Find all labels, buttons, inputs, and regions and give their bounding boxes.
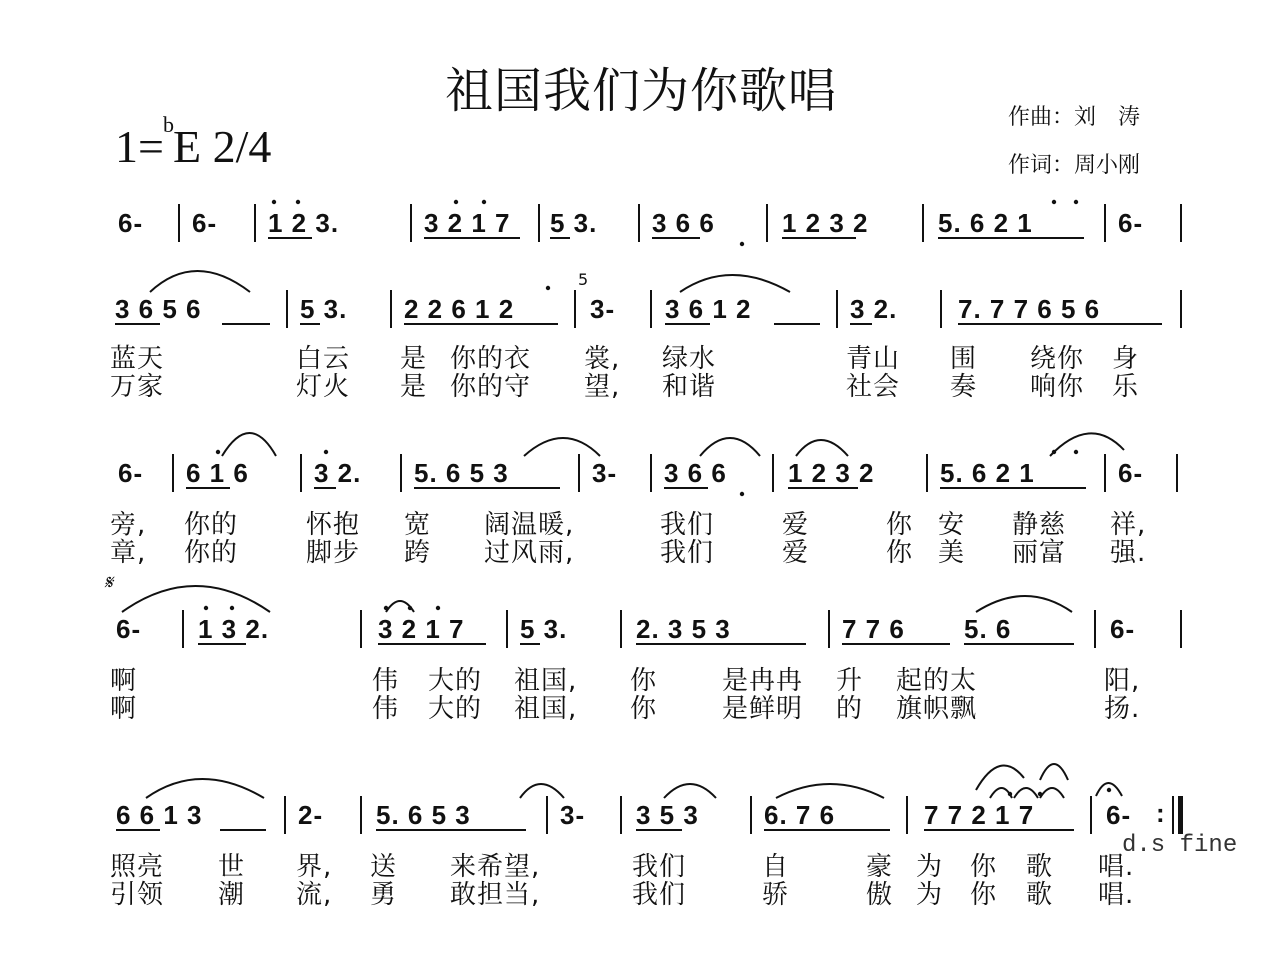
bar-line: [360, 796, 362, 834]
measure: 5. 6 5 3: [414, 458, 509, 488]
bar-line: [546, 796, 548, 834]
flat-mark: b: [163, 112, 174, 137]
lyric: 起的太: [896, 666, 978, 696]
bar-line: [1180, 204, 1182, 242]
octave-dot: [296, 200, 300, 204]
bar-line: [182, 610, 184, 648]
slur: [990, 788, 1012, 798]
lyric: 绿水: [662, 344, 717, 374]
octave-dot: [454, 200, 458, 204]
octave-dot: [324, 450, 328, 454]
measure: 3-: [590, 294, 616, 324]
bar-line: [906, 796, 908, 834]
lyric: 蓝天: [110, 344, 165, 374]
lyric: 我们: [632, 880, 687, 910]
measure: 6-: [192, 208, 218, 238]
lyric: 祖国,: [514, 666, 578, 696]
bar-line: [766, 204, 768, 242]
lyric: 升: [836, 666, 864, 696]
lyric: 你: [630, 666, 658, 696]
lyric: 是: [400, 344, 428, 374]
measure: 3 2 1 7: [378, 614, 465, 644]
bar-line: [638, 204, 640, 242]
lyric: 豪: [866, 852, 894, 882]
lyric: 美: [938, 538, 966, 568]
lyric: 宽: [404, 510, 432, 540]
slur: [150, 271, 250, 292]
measure: 2. 3 5 3: [636, 614, 731, 644]
octave-dot: [408, 606, 412, 610]
measure: 6-: [118, 208, 144, 238]
measure: 6-: [1118, 208, 1144, 238]
slur: [520, 784, 564, 798]
lyric: 祖国,: [514, 694, 578, 724]
octave-dot: [740, 492, 744, 496]
lyric: 乐: [1112, 372, 1140, 402]
measure: 6-: [118, 458, 144, 488]
octave-dot: [546, 286, 550, 290]
lyric: 潮: [218, 880, 246, 910]
slur: [386, 601, 414, 612]
measure: 5. 6 2 1: [940, 458, 1035, 488]
bar-line: [300, 454, 302, 492]
composer-credit: 作曲：刘 涛: [1008, 105, 1141, 130]
bar-line: [620, 610, 622, 648]
lyric: 章,: [110, 538, 147, 568]
lyric: 身: [1112, 344, 1140, 374]
bar-line: [650, 290, 652, 328]
lyric: 流,: [296, 880, 333, 910]
lyric: 送: [370, 852, 398, 882]
lyric: 是鲜明: [722, 694, 804, 724]
measure: 7 7 6: [842, 614, 905, 644]
bar-line: [1090, 796, 1092, 834]
lyric: 大的: [428, 694, 483, 724]
slur: [976, 596, 1072, 612]
measure: 6-: [1110, 614, 1136, 644]
bar-line: [650, 454, 652, 492]
lyric: 我们: [632, 852, 687, 882]
bar-line: [286, 290, 288, 328]
lyric: 引领: [110, 880, 165, 910]
octave-dot: [1074, 200, 1078, 204]
lyric: 照亮: [110, 852, 165, 882]
measure: 3 5 3: [636, 800, 699, 830]
lyric: 灯火: [296, 372, 351, 402]
lyric: 骄: [762, 880, 790, 910]
measure: 3 6 6: [652, 208, 715, 238]
slur: [664, 784, 716, 798]
octave-dot: [436, 606, 440, 610]
lyric: 你: [970, 852, 998, 882]
octave-dot: [384, 606, 388, 610]
lyric: 傲: [866, 880, 894, 910]
bar-line: [620, 796, 622, 834]
bar-line: [926, 454, 928, 492]
measure: 1 2 3 2: [788, 458, 875, 488]
lyric: 自: [762, 852, 790, 882]
lyric: 我们: [660, 538, 715, 568]
bar-line: [284, 796, 286, 834]
slur: [122, 586, 270, 612]
octave-dot: [272, 200, 276, 204]
lyric: 啊: [110, 666, 138, 696]
bar-line: [578, 454, 580, 492]
song-title: 祖国我们为你歌唱: [445, 63, 838, 119]
lyric: 来希望,: [450, 852, 541, 882]
bar-line: [750, 796, 752, 834]
bar-line: [390, 290, 392, 328]
measure: 1 3 2.: [198, 614, 270, 644]
measure: 3 6 6: [664, 458, 727, 488]
octave-dot: [740, 242, 744, 246]
slur: [976, 766, 1024, 791]
lyric: 敢担当,: [450, 880, 541, 910]
slur: [222, 433, 276, 456]
segno-icon: 𝄋: [104, 570, 113, 594]
lyric: 阳,: [1104, 666, 1141, 696]
lyric: 大的: [428, 666, 483, 696]
slur: [700, 438, 760, 456]
octave-dot: [482, 200, 486, 204]
measure: 6 1 6: [186, 458, 249, 488]
lyric: 唱.: [1098, 852, 1135, 882]
lyric: 你: [886, 510, 914, 540]
bar-line: [178, 204, 180, 242]
lyric: 你的守: [450, 372, 532, 402]
ds-fine-mark: d.s fine: [1122, 832, 1238, 859]
lyric: 旗帜飘: [896, 694, 978, 724]
measure: 5 3.: [520, 614, 568, 644]
lyric: 和谐: [662, 372, 717, 402]
lyric: 是: [400, 372, 428, 402]
lyric: 爱: [782, 510, 810, 540]
lyric: 社会: [846, 372, 901, 402]
slur: [1040, 764, 1068, 780]
lyric: 祥,: [1110, 510, 1147, 540]
final-bar-thin: [1172, 796, 1174, 834]
measure: 5. 6 5 3: [376, 800, 471, 830]
measure: 7 7 2 1 7: [924, 800, 1035, 830]
lyric: 白云: [296, 344, 351, 374]
slur: [1050, 433, 1124, 456]
lyric: 强.: [1110, 538, 1147, 568]
fermata-icon: [1096, 783, 1122, 796]
lyric: 伟: [372, 666, 400, 696]
lyric: 响你: [1030, 372, 1085, 402]
key-prefix: 1=: [115, 121, 164, 172]
slur: [680, 275, 790, 292]
key-note-time: E 2/4: [173, 121, 272, 172]
lyric: 啊: [110, 694, 138, 724]
octave-dot: [216, 450, 220, 454]
lyric: 万家: [110, 372, 165, 402]
lyric: 安: [938, 510, 966, 540]
lyric: 你的衣: [450, 344, 532, 374]
octave-dot: [1052, 200, 1056, 204]
bar-line: [1176, 454, 1178, 492]
bar-line: [1104, 454, 1106, 492]
octave-dot: [230, 606, 234, 610]
octave-dot: [204, 606, 208, 610]
lyric: 的: [836, 694, 864, 724]
lyric: 丽富: [1012, 538, 1067, 568]
slur: [1040, 788, 1064, 798]
bar-line: [538, 204, 540, 242]
lyric: 裳,: [584, 344, 621, 374]
measure: 3 2.: [314, 458, 362, 488]
bar-line: [922, 204, 924, 242]
bar-line: [400, 454, 402, 492]
measure: 3-: [560, 800, 586, 830]
lyric: 歌: [1026, 852, 1054, 882]
bar-line: [1104, 204, 1106, 242]
measure: 3-: [592, 458, 618, 488]
fermata-dot: [1107, 788, 1111, 792]
lyric: 界,: [296, 852, 333, 882]
lyric: 绕你: [1030, 344, 1085, 374]
measure: 5. 6: [964, 614, 1012, 644]
measure: 1 2 3.: [268, 208, 340, 238]
lyric: 爱: [782, 538, 810, 568]
volta-mark: 5: [578, 270, 589, 289]
measure: 1 2 3 2: [782, 208, 869, 238]
bar-line: [1180, 290, 1182, 328]
measure: 5 3.: [550, 208, 598, 238]
lyric: 跨: [404, 538, 432, 568]
bar-line: [574, 290, 576, 328]
measure: 5 3.: [300, 294, 348, 324]
lyric: 阔温暖,: [484, 510, 575, 540]
bar-line: [772, 454, 774, 492]
measure: 3 6 5 6: [115, 294, 202, 324]
octave-dot: [1038, 792, 1042, 796]
measure: 6. 7 6: [764, 800, 836, 830]
lyric: 你的: [184, 538, 239, 568]
bar-line: [1094, 610, 1096, 648]
lyric: 为: [916, 852, 944, 882]
measure: 2 2 6 1 2: [404, 294, 515, 324]
measure: 5. 6 2 1: [938, 208, 1033, 238]
measure: 3 6 1 2: [665, 294, 752, 324]
bar-line: [828, 610, 830, 648]
lyric: 歌: [1026, 880, 1054, 910]
lyric: 伟: [372, 694, 400, 724]
measure: 3 2.: [850, 294, 898, 324]
lyric: 为: [916, 880, 944, 910]
bar-line: [360, 610, 362, 648]
final-bar-thick: [1178, 796, 1183, 834]
lyric: 望,: [584, 372, 621, 402]
lyric: 唱.: [1098, 880, 1135, 910]
lyric: 奏: [950, 372, 978, 402]
octave-dot: [1008, 792, 1012, 796]
measure: 6-: [1118, 458, 1144, 488]
octave-dot: [1052, 450, 1056, 454]
lyric: 怀抱: [306, 510, 361, 540]
lyric: 你: [630, 694, 658, 724]
repeat-dots: :: [1156, 798, 1166, 828]
lyric: 旁,: [110, 510, 147, 540]
bar-line: [940, 290, 942, 328]
lyric: 扬.: [1104, 694, 1141, 724]
measure: 2-: [298, 800, 324, 830]
bar-line: [836, 290, 838, 328]
measure: 7. 7 7 6 5 6: [958, 294, 1101, 324]
slur: [776, 784, 884, 798]
lyric: 世: [218, 852, 246, 882]
lyric: 你的: [184, 510, 239, 540]
lyric: 脚步: [306, 538, 361, 568]
slur: [524, 438, 600, 456]
lyric: 我们: [660, 510, 715, 540]
measure: 6 6 1 3: [116, 800, 203, 830]
lyric: 勇: [370, 880, 398, 910]
bar-line: [1180, 610, 1182, 648]
slur: [796, 440, 848, 456]
lyric: 你: [970, 880, 998, 910]
slur: [146, 779, 264, 798]
lyric: 是冉冉: [722, 666, 804, 696]
slur: [1014, 788, 1038, 798]
bar-line: [506, 610, 508, 648]
lyricist-credit: 作词：周小刚: [1008, 153, 1141, 178]
lyric: 过风雨,: [484, 538, 575, 568]
bar-line: [410, 204, 412, 242]
lyric: 你: [886, 538, 914, 568]
bar-line: [254, 204, 256, 242]
measure: 6-: [116, 614, 142, 644]
lyric: 静慈: [1012, 510, 1067, 540]
lyric: 青山: [846, 344, 901, 374]
measure: 6-: [1106, 800, 1132, 830]
octave-dot: [1074, 450, 1078, 454]
measure: 3 2 1 7: [424, 208, 511, 238]
lyric: 围: [950, 344, 978, 374]
bar-line: [172, 454, 174, 492]
